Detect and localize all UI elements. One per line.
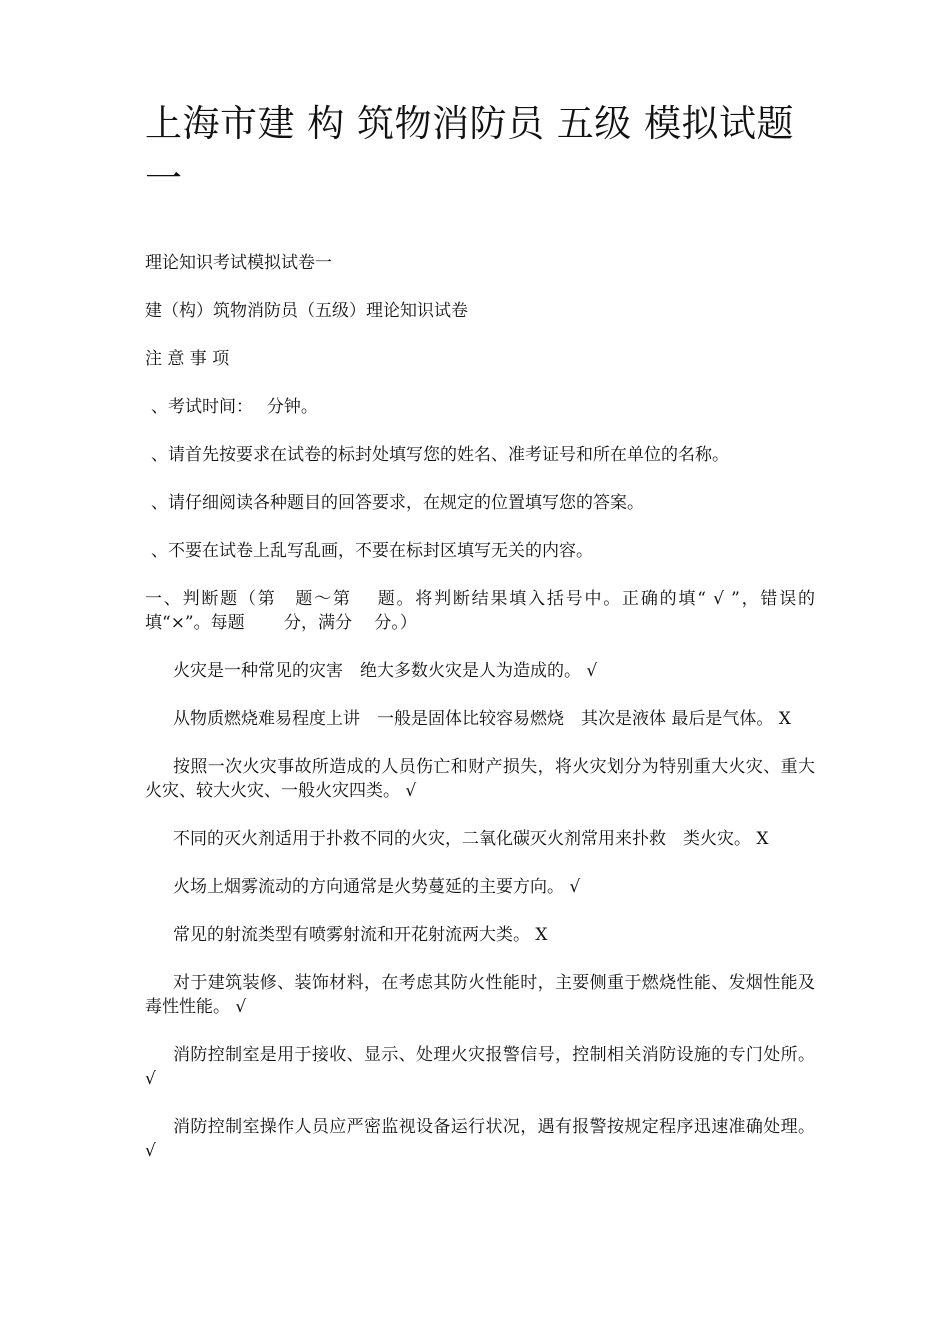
question-item: 火场上烟雾流动的方向通常是火势蔓延的主要方向。 √ bbox=[173, 877, 581, 897]
question-item: 按照一次火灾事故所造成的人员伤亡和财产损失，将火灾划分为特别重大火灾、重大火灾、较大火灾、一般火灾四类。 √ bbox=[145, 757, 815, 801]
section-heading: 一、判断题（第 题～第 题。将判断结果填入括号中。正确的填“ √ ”，错误的填“×”。每题 分，满分 分。） bbox=[145, 589, 815, 633]
notice-item: 、请首先按要求在试卷的标封处填写您的姓名、准考证号和所在单位的名称。 bbox=[151, 445, 729, 465]
question-item: 不同的灭火剂适用于扑救不同的火灾，二氧化碳灭火剂常用来扑救 类火灾。 X bbox=[173, 829, 769, 849]
question-item: 消防控制室操作人员应严密监视设备运行状况，遇有报警按规定程序迅速准确处理。 √ bbox=[145, 1117, 815, 1161]
notice-item: 、不要在试卷上乱写乱画，不要在标封区填写无关的内容。 bbox=[151, 541, 593, 561]
question-item: 消防控制室是用于接收、显示、处理火灾报警信号，控制相关消防设施的专门处所。 √ bbox=[145, 1045, 815, 1089]
exam-paper-name: 建（构）筑物消防员（五级）理论知识试卷 bbox=[145, 301, 468, 321]
exam-subtitle: 理论知识考试模拟试卷一 bbox=[145, 253, 332, 273]
document-title: 上海市建 构 筑物消防员 五级 模拟试题一 bbox=[145, 102, 795, 200]
question-item: 常见的射流类型有喷雾射流和开花射流两大类。 X bbox=[173, 925, 548, 945]
notice-heading: 注 意 事 项 bbox=[145, 349, 230, 369]
question-item: 从物质燃烧难易程度上讲 一般是固体比较容易燃烧 其次是液体 最后是气体。 X bbox=[173, 709, 791, 729]
question-item: 火灾是一种常见的灾害 绝大多数火灾是人为造成的。 √ bbox=[173, 661, 598, 681]
notice-item: 、请仔细阅读各种题目的回答要求，在规定的位置填写您的答案。 bbox=[151, 493, 644, 513]
question-item: 对于建筑装修、装饰材料，在考虑其防火性能时，主要侧重于燃烧性能、发烟性能及毒性性能。 √ bbox=[145, 973, 815, 1017]
notice-item: 、考试时间： 分钟。 bbox=[151, 397, 318, 417]
document-page bbox=[145, 96, 815, 1187]
